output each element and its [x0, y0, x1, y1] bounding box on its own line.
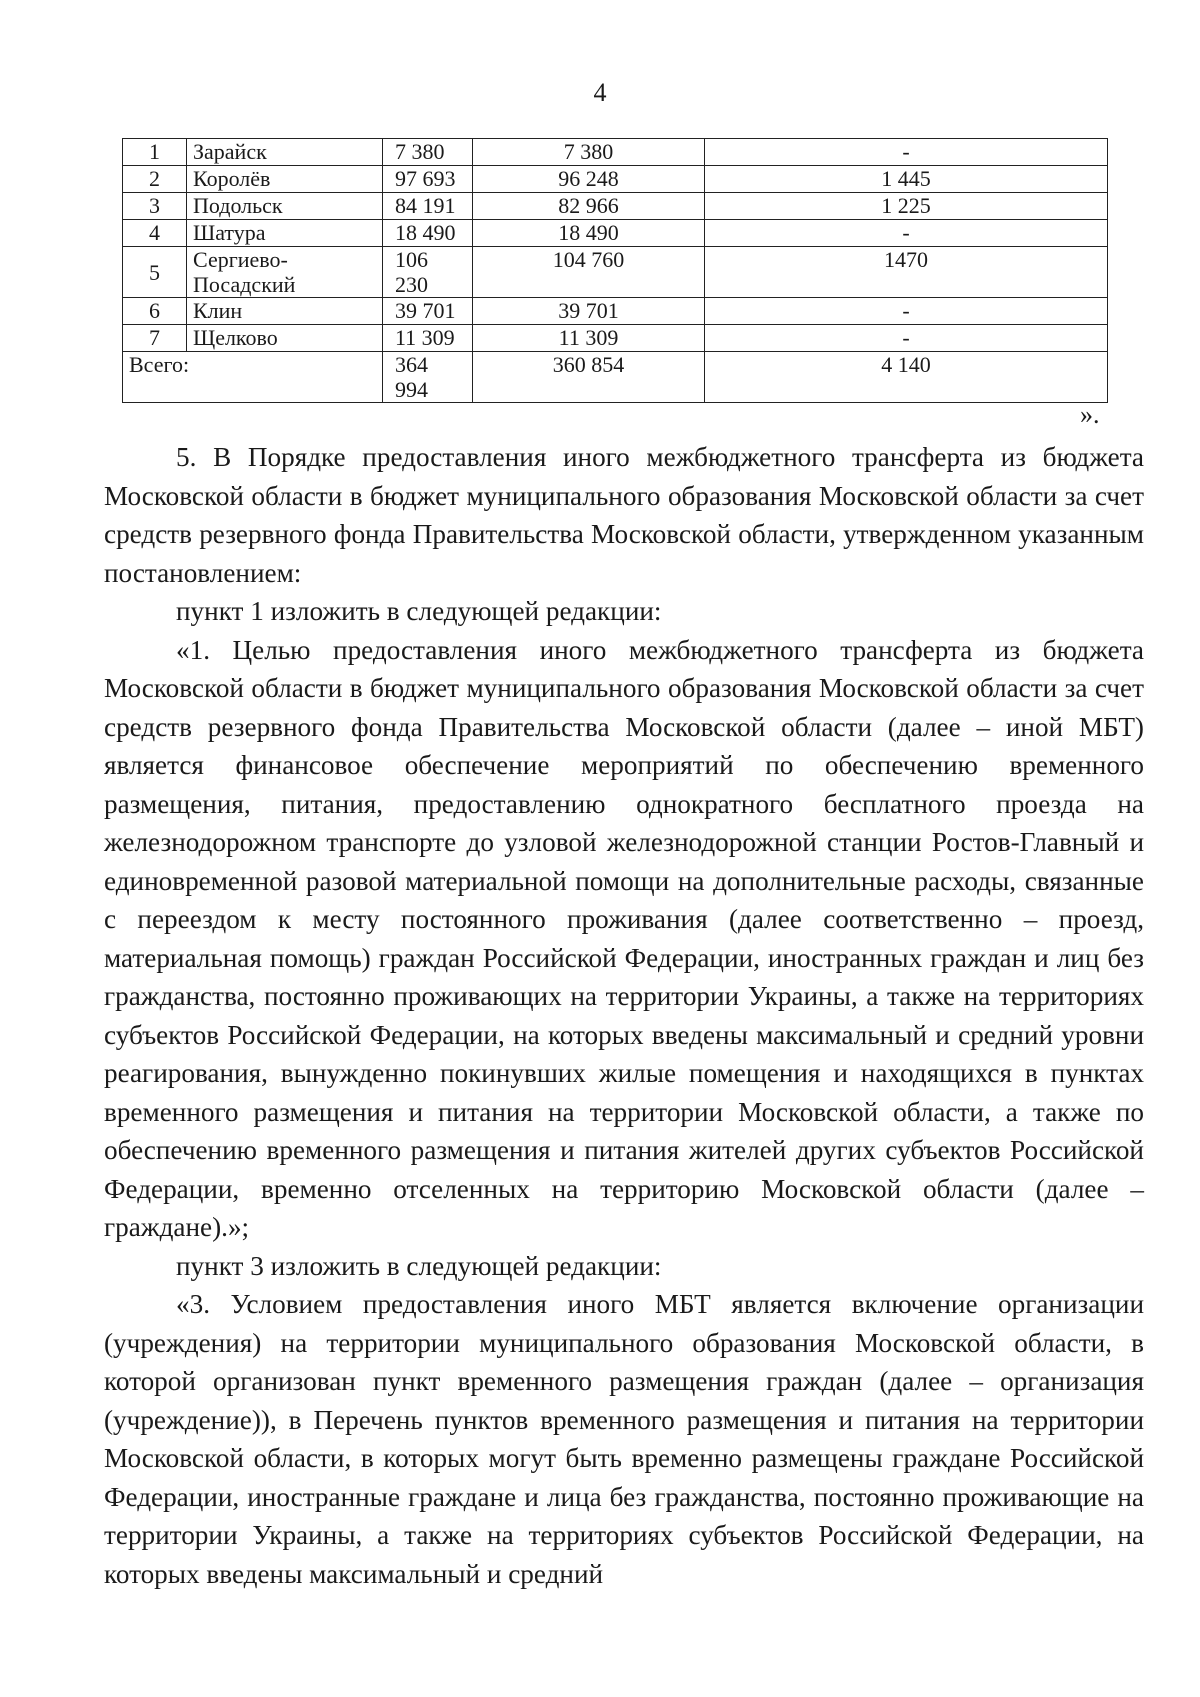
amount-part-1: 104 760 — [473, 247, 705, 298]
amount-total: 11 309 — [383, 325, 473, 352]
row-number: 4 — [123, 220, 187, 247]
municipality-name: Зарайск — [187, 139, 383, 166]
amount-part-1: 96 248 — [473, 166, 705, 193]
amount-total: 106 230 — [383, 247, 473, 298]
total-label: Всего: — [123, 352, 383, 403]
amount-part-2: 1470 — [705, 247, 1108, 298]
closing-quote: ». — [1080, 400, 1100, 429]
row-number: 7 — [123, 325, 187, 352]
amount-part-2: - — [705, 220, 1108, 247]
table-row — [123, 166, 1108, 193]
amount-part-1: 18 490 — [473, 220, 705, 247]
amount-total: 18 490 — [383, 220, 473, 247]
amount-part-1: 39 701 — [473, 298, 705, 325]
table-total-row — [123, 352, 1108, 403]
amount-total: 39 701 — [383, 298, 473, 325]
table-row — [123, 139, 1108, 166]
amount-part-2: - — [705, 298, 1108, 325]
table-row — [123, 193, 1108, 220]
municipality-name-line-1: Сергиево- — [193, 247, 288, 272]
municipality-name-line-2: Посадский — [193, 272, 296, 297]
row-number: 1 — [123, 139, 187, 166]
row-number: 2 — [123, 166, 187, 193]
amount-total: 84 191 — [383, 193, 473, 220]
municipality-name: Подольск — [187, 193, 383, 220]
document-body — [104, 438, 1144, 1593]
paragraph: «3. Условием предоставления иного МБТ является включение организации (учреждения) на территории муниципального образования Московской области, в которой организован пункт временного размещения граждан (далее – организация (учреждение)), в Перечень пунктов временного размещения и питания на территории Московской области, в которых могут быть временно размещены граждане Российской Федерации, иностранные граждане и лица без гражданства, постоянно проживающие на территории Украины, а также на территориях субъектов Российской Федерации, на которых введены максимальный и средний — [104, 1289, 1144, 1589]
amount-part-2: 1 445 — [705, 166, 1108, 193]
total-part-1: 360 854 — [473, 352, 705, 403]
table-row — [123, 298, 1108, 325]
paragraph: пункт 1 изложить в следующей редакции: — [176, 596, 662, 626]
paragraph: пункт 3 изложить в следующей редакции: — [176, 1250, 662, 1281]
municipality-name: Щелково — [187, 325, 383, 352]
row-number: 5 — [123, 247, 187, 298]
table-row — [123, 220, 1108, 247]
municipality-name: Шатура — [187, 220, 383, 247]
amount-total: 97 693 — [383, 166, 473, 193]
row-number: 6 — [123, 298, 187, 325]
table-row — [123, 325, 1108, 352]
total-part-2: 4 140 — [705, 352, 1108, 403]
allocation-table — [122, 138, 1108, 403]
amount-part-1: 82 966 — [473, 193, 705, 220]
row-number: 3 — [123, 193, 187, 220]
amount-total: 7 380 — [383, 139, 473, 166]
amount-part-2: - — [705, 325, 1108, 352]
amount-part-1: 11 309 — [473, 325, 705, 352]
table-row — [123, 247, 1108, 298]
page-number: 4 — [593, 78, 607, 107]
amount-part-2: 1 225 — [705, 193, 1108, 220]
paragraph: «1. Целью предоставления иного межбюджетного трансферта из бюджета Московской области в бюджет муниципального образования Московской области за счет средств резервного фонда Правительства Московской области (далее – иной МБТ) является финансовое обеспечение мероприятий по обеспечению временного размещения, питания, предоставлению однократного бесплатного проезда на железнодорожном транспорте до узловой железнодорожной станции Ростов-Главный и единовременной разовой материальной помощи на дополнительные расходы, связанные с переездом к месту постоянного проживания (далее соответственно – проезд, материальная помощь) граждан Российской Федерации, иностранных граждан и лиц без гражданства, постоянно проживающих на территории Украины, а также на территориях субъектов Российской Федерации, на которых введены максимальный и средний уровни реагирования, вынужденно покинувших жилые помещения и находящихся в пунктах временного размещения и питания на территории Московской области, а также по обеспечению временного размещения и питания жителей других субъектов Российской Федерации, временно отселенных на территорию Московской области (далее – граждане).»; — [104, 634, 1144, 1242]
municipality-name — [187, 247, 383, 298]
amount-part-2: - — [705, 139, 1108, 166]
paragraph: 5. В Порядке предоставления иного межбюджетного трансферта из бюджета Московской области в бюджет муниципального образования Московской области за счет средств резервного фонда Правительства Московской области, утвержденном указанным постановлением: — [104, 442, 1144, 588]
municipality-name: Королёв — [187, 166, 383, 193]
total-amount: 364 994 — [383, 352, 473, 403]
municipality-name: Клин — [187, 298, 383, 325]
amount-part-1: 7 380 — [473, 139, 705, 166]
